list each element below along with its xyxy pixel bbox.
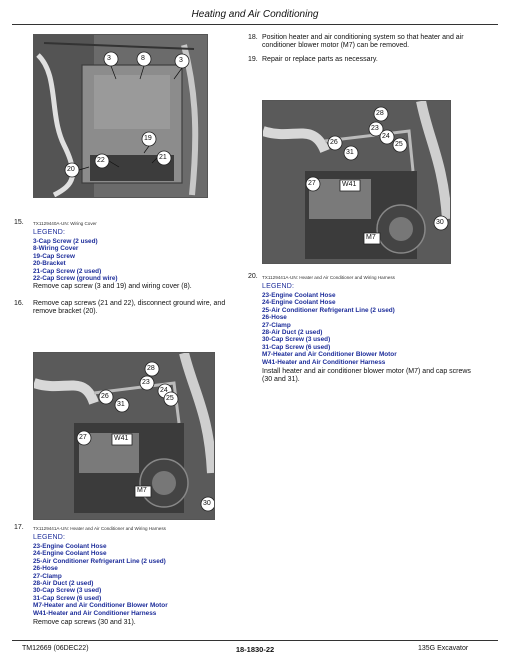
step-19-instruction: Repair or replace parts as necessary. [262, 56, 378, 63]
callout-20: 20 [67, 166, 75, 173]
legend-item: 25-Air Conditioner Refrigerant Line (2 used) [262, 306, 395, 314]
legend-item: 8-Wiring Cover [33, 245, 79, 253]
step-20-instruction: Install heater and air conditioner blower motor (M7) and cap screws (30 and 31). [262, 368, 471, 384]
footer-page-number: 18-1830-22 [235, 645, 275, 654]
step-20-number: 20. [248, 273, 258, 280]
step-15-number: 15. [14, 219, 24, 226]
legend-item: 31-Cap Screw (6 used) [262, 343, 331, 351]
step-15-legend [33, 238, 118, 282]
legend-item: 30-Cap Screw (3 used) [262, 336, 331, 344]
callout-30: 30 [203, 500, 211, 507]
callout-24: 24 [382, 133, 390, 140]
legend-item: 28-Air Duct (2 used) [262, 329, 323, 337]
step-17-instruction: Remove cap screws (30 and 31). [33, 619, 136, 626]
legend-item: 23-Engine Coolant Hose [33, 543, 107, 550]
legend-item: 23-Engine Coolant Hose [262, 292, 336, 299]
legend-item: 20-Bracket [33, 260, 66, 268]
photo-heater-ac-harness-right [262, 100, 451, 264]
step-17-number: 17. [14, 524, 24, 531]
callout-26: 26 [101, 393, 109, 400]
step-17-caption: TX1129441A-UN: Heater and Air Conditioner and Wiring Harness [33, 526, 166, 531]
legend-item: 24-Engine Coolant Hose [33, 550, 107, 558]
legend-item: 3-Cap Screw (2 used) [33, 238, 98, 245]
callout-24: 24 [160, 387, 168, 394]
callout-22: 22 [97, 157, 105, 164]
legend-item: 26-Hose [262, 314, 287, 322]
step-17-legend [33, 543, 168, 617]
callout-25: 25 [395, 141, 403, 148]
legend-item: 26-Hose [33, 565, 58, 573]
step-16-number: 16. [14, 300, 24, 307]
callout-w41: W41 [114, 435, 129, 442]
header-divider [12, 24, 498, 25]
step-18-instruction: Position heater and air conditioning system so that heater and air conditioner blower motor (M7) can be removed. [262, 34, 464, 50]
legend-item: 25-Air Conditioner Refrigerant Line (2 used) [33, 557, 166, 565]
photo-wiring-cover [33, 34, 208, 198]
step-19-number: 19. [248, 56, 258, 63]
footer-publication-id: TM12669 (06DEC22) [22, 645, 89, 652]
callout-25: 25 [166, 395, 174, 402]
legend-item: 31-Cap Screw (6 used) [33, 594, 102, 602]
callout-28: 28 [376, 110, 384, 117]
legend-item: W41-Heater and Air Conditioner Harness [33, 609, 157, 617]
step-20-legend-title: LEGEND: [262, 283, 295, 290]
callout-19: 19 [144, 135, 152, 142]
legend-item: 30-Cap Screw (3 used) [33, 587, 102, 595]
footer-divider [12, 640, 498, 641]
callout-3-left: 3 [107, 55, 111, 62]
callout-21: 21 [159, 154, 167, 161]
callout-23: 23 [371, 125, 379, 132]
page-header-title: Heating and Air Conditioning [191, 9, 319, 20]
legend-item: 19-Cap Screw [33, 252, 75, 260]
callout-3-right: 3 [179, 57, 183, 64]
step-17-legend-title: LEGEND: [33, 534, 66, 541]
step-16-instruction: Remove cap screws (21 and 22), disconnect ground wire, and remove bracket (20). [33, 300, 226, 316]
step-20-legend [262, 292, 397, 366]
legend-item: 21-Cap Screw (2 used) [33, 267, 102, 275]
step-15-legend-title: LEGEND: [33, 229, 66, 236]
callout-27: 27 [308, 180, 316, 187]
legend-item: W41-Heater and Air Conditioner Harness [262, 358, 386, 366]
legend-item: 22-Cap Screw (ground wire) [33, 275, 118, 283]
legend-item: 27-Clamp [33, 572, 62, 580]
photo-heater-ac-harness-left [33, 352, 215, 520]
callout-8: 8 [141, 55, 145, 62]
callout-30: 30 [436, 219, 444, 226]
callout-m7: M7 [366, 234, 376, 241]
callout-23: 23 [142, 379, 150, 386]
callout-m7: M7 [137, 487, 147, 494]
callout-31: 31 [117, 401, 125, 408]
legend-item: 28-Air Duct (2 used) [33, 580, 94, 588]
legend-item: M7-Heater and Air Conditioner Blower Motor [33, 602, 168, 610]
step-20-caption: TX1129441A-UN: Heater and Air Conditioner and Wiring Harness [262, 275, 395, 280]
callout-27: 27 [79, 434, 87, 441]
legend-item: 27-Clamp [262, 321, 291, 329]
step-15-instruction: Remove cap screw (3 and 19) and wiring cover (8). [33, 283, 192, 290]
callout-31: 31 [346, 149, 354, 156]
callout-26: 26 [330, 139, 338, 146]
callout-28: 28 [147, 365, 155, 372]
legend-item: 24-Engine Coolant Hose [262, 299, 336, 307]
step-18-number: 18. [248, 34, 258, 41]
callout-w41: W41 [342, 181, 357, 188]
legend-item: M7-Heater and Air Conditioner Blower Motor [262, 351, 397, 359]
footer-model: 135G Excavator [418, 645, 469, 652]
step-15-caption: TX1129440A-UN: Wiring Cover [33, 221, 97, 226]
